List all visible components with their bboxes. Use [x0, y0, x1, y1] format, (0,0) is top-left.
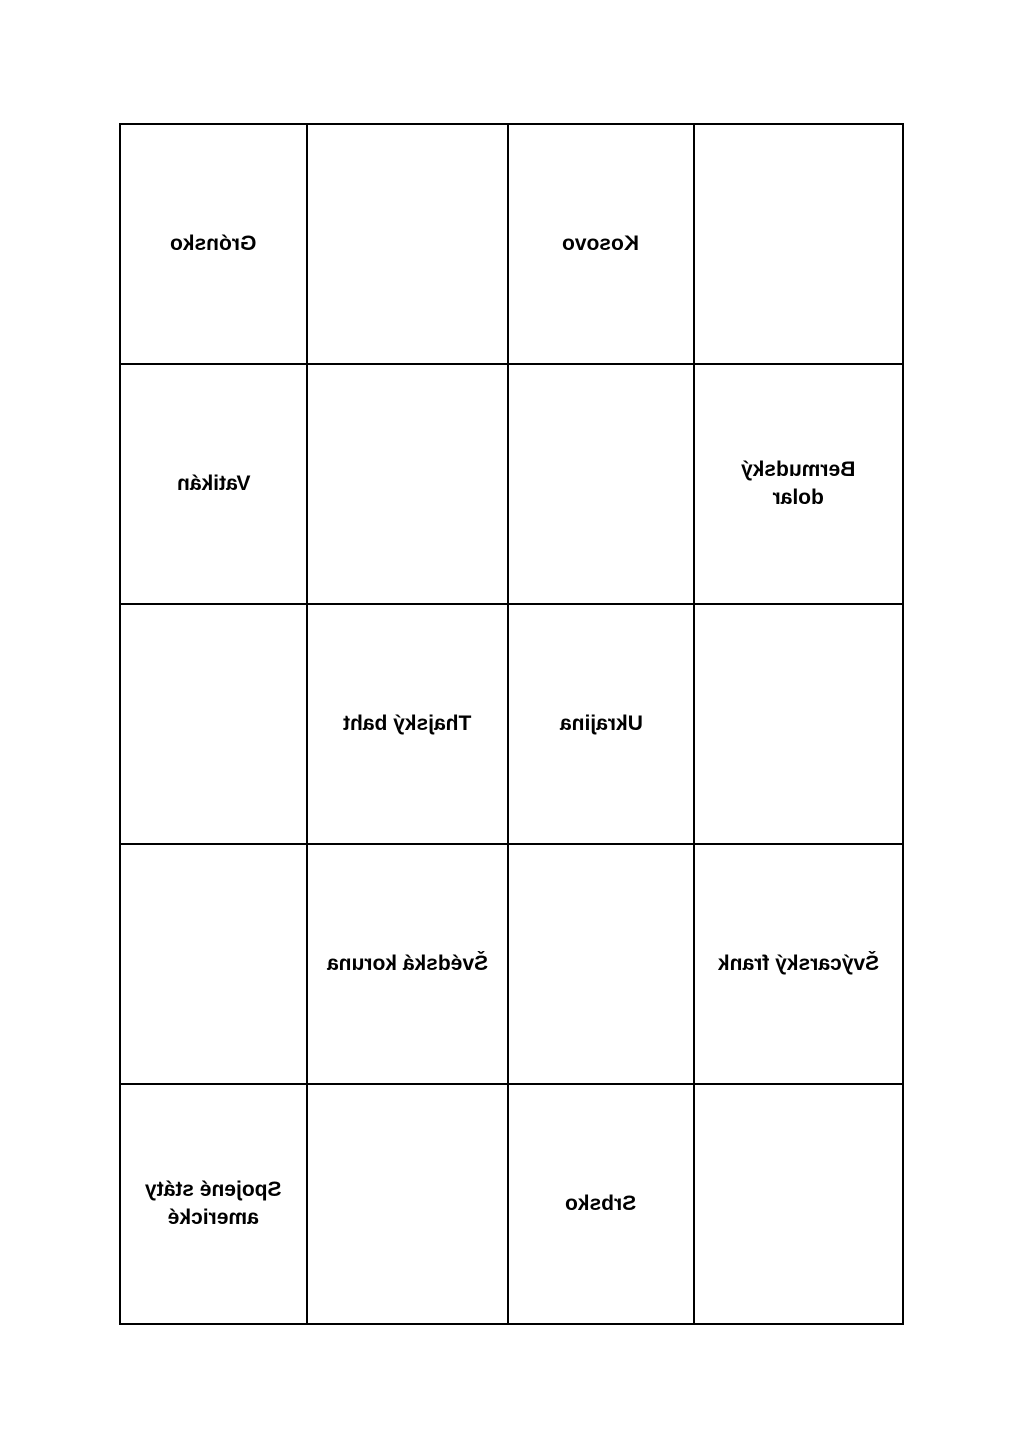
grid-cell: [508, 124, 694, 364]
cell-text: Švýcarský frank: [717, 952, 880, 975]
cell-text: Ukrajina: [559, 712, 643, 735]
grid-cell: [120, 604, 307, 844]
cell-text: Bermudský dolar: [741, 458, 856, 509]
cell-text: Vatikán: [176, 472, 251, 495]
grid-cell: [694, 124, 903, 364]
grid-cell: [694, 844, 903, 1084]
grid-cell: [694, 364, 903, 604]
grid-cell: [694, 1084, 903, 1324]
grid-cell: [694, 604, 903, 844]
grid-cell: [307, 364, 508, 604]
cell-text: Grónsko: [170, 232, 257, 255]
cell-text: Spojené státy americké: [145, 1178, 282, 1229]
grid-cell: [307, 844, 508, 1084]
grid-row: [120, 604, 903, 844]
grid-row: [120, 1084, 903, 1324]
grid-cell: [120, 364, 307, 604]
grid-cell: [508, 604, 694, 844]
card-grid: [119, 123, 904, 1325]
cell-text: Švédská koruna: [326, 952, 489, 975]
grid-cell: [120, 844, 307, 1084]
grid-cell: [307, 604, 508, 844]
grid-cell: [120, 1084, 307, 1324]
grid-cell: [307, 124, 508, 364]
cell-text: Srbsko: [565, 1192, 637, 1215]
grid-row: [120, 364, 903, 604]
grid-row: [120, 844, 903, 1084]
grid-row: [120, 124, 903, 364]
cell-text: Thajský baht: [343, 712, 472, 735]
grid-cell: [508, 364, 694, 604]
grid-cell: [508, 1084, 694, 1324]
grid-cell: [120, 124, 307, 364]
grid-cell: [508, 844, 694, 1084]
cell-text: Kosovo: [562, 232, 640, 255]
grid-cell: [307, 1084, 508, 1324]
